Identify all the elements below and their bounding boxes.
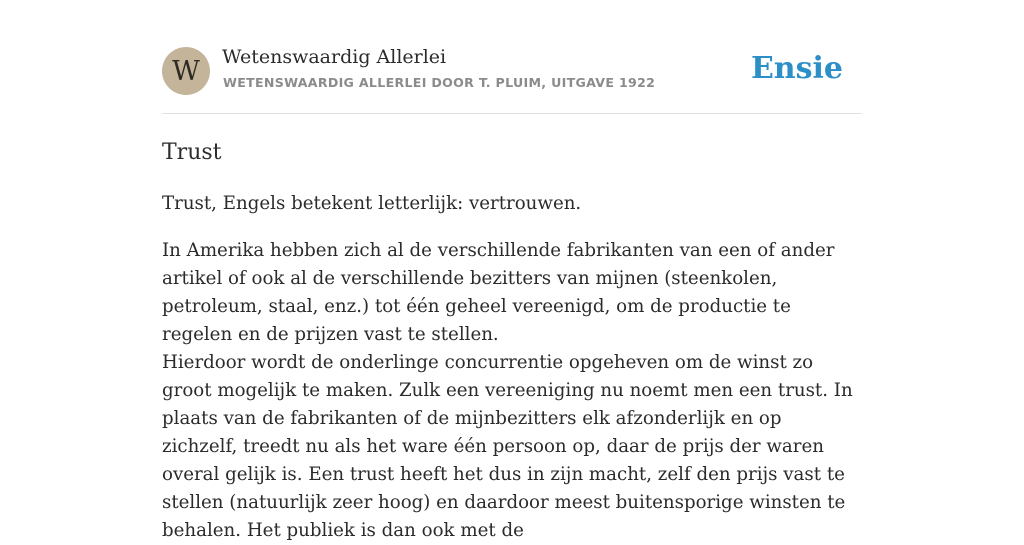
source-header xyxy=(162,46,862,114)
source-title[interactable]: Wetenswaardig Allerlei xyxy=(222,46,447,68)
article xyxy=(162,135,862,545)
source-avatar[interactable]: W xyxy=(162,47,210,95)
article-paragraph: Hierdoor wordt de onderlinge concurrentie opgeheven om de winst zo groot mogelijk te maken. Zulk een vereeniging nu noemt men een trust. In plaats van de fabrikanten of de mijnbezitters elk afzonderlijk en op zichzelf, treedt nu als het ware één persoon op, daar de prijs der waren overal gelijk is. Een trust heeft het dus in zijn macht, zelf den prijs vast te stellen (natuurlijk zeer hoog) en daardoor meest buitensporige winsten te behalen. Het publiek is dan ook met de xyxy=(162,352,853,541)
source-subtitle: WETENSWAARDIG ALLERLEI DOOR T. PLUIM, UITGAVE 1922 xyxy=(223,75,656,90)
ensie-logo[interactable]: Ensie xyxy=(750,51,843,86)
article-paragraph: In Amerika hebben zich al de verschillende fabrikanten van een of ander artikel of ook al de verschillende bezitters van mijnen (steenkolen, petroleum, staal, enz.) tot één geheel vereenigd, om de productie te regelen en de prijzen vast te stellen. xyxy=(162,240,835,345)
article-title: Trust xyxy=(162,140,222,165)
article-paragraph: Trust, Engels betekent letterlijk: vertrouwen. xyxy=(162,193,582,214)
